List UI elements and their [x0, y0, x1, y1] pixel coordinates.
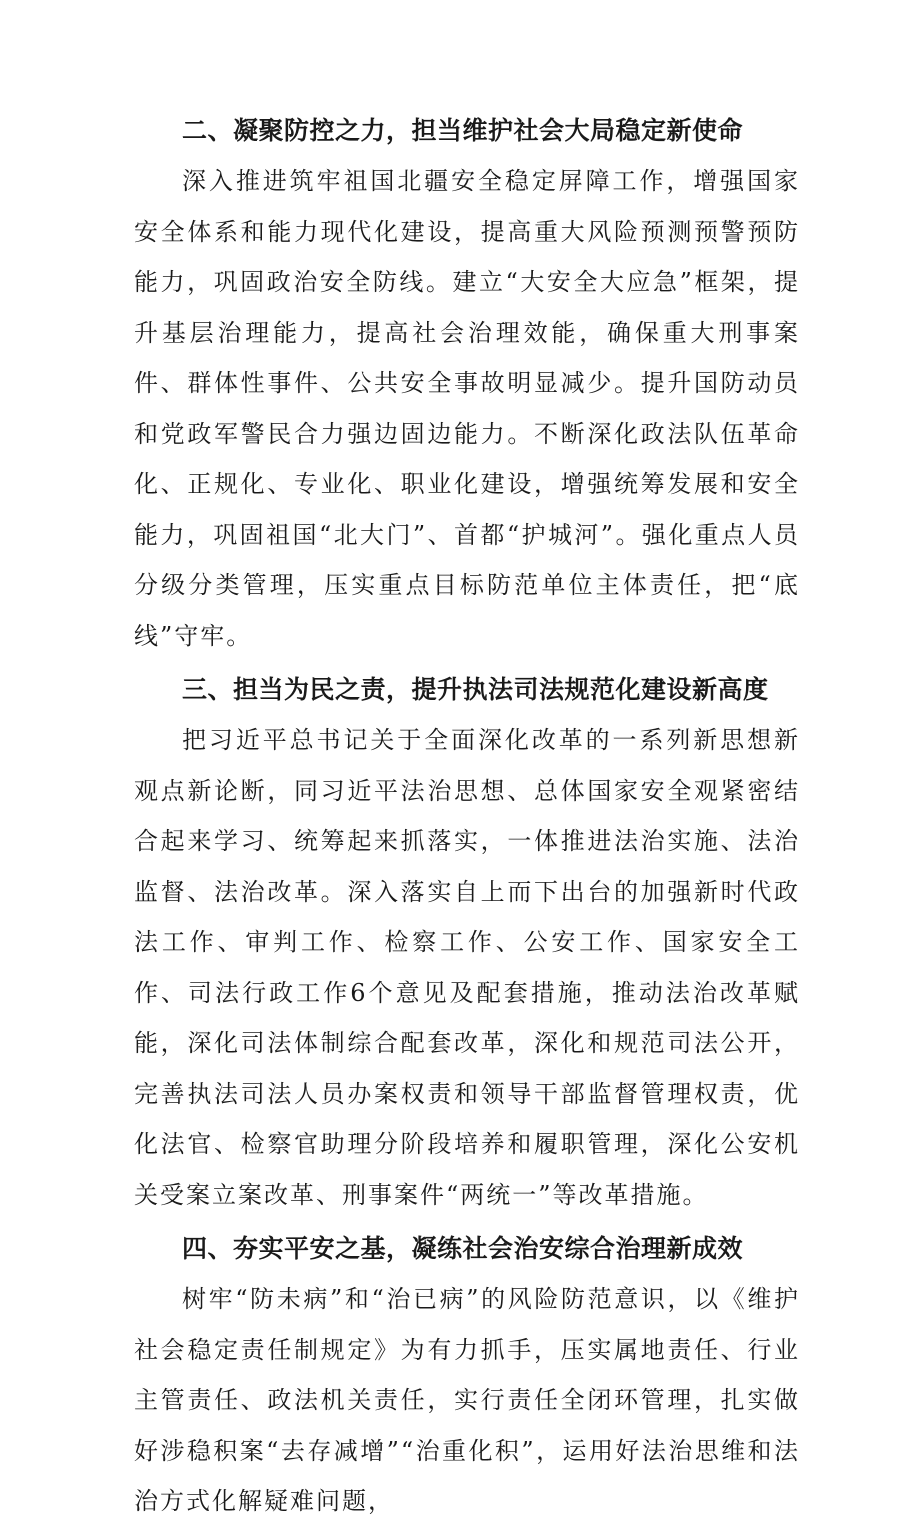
section-2-paragraph: 深入推进筑牢祖国北疆安全稳定屏障工作，增强国家安全体系和能力现代化建设，提高重大风险预测预警预防能力，巩固政治安全防线。建立“大安全大应急”框架，提升基层治理能力，提高社会治理效能，确保重大刑事案件、群体性事件、公共安全事故明显减少。提升国防动员和党政军警民合力强边固边能力。不断深化政法队伍革命化、正规化、专业化、职业化建设，增强统筹发展和安全能力，巩固祖国“北大门”、首都“护城河”。强化重点人员分级分类管理，压实重点目标防范单位主体责任，把“底线”守牢。 — [134, 167, 800, 650]
section-4-heading: 四、夯实平安之基，凝练社会治安综合治理新成效 — [182, 1234, 744, 1263]
section-4-paragraph: 树牢“防未病”和“治已病”的风险防范意识，以《维护社会稳定责任制规定》为有力抓手，压实属地责任、行业主管责任、政法机关责任，实行责任全闭环管理，扎实做好涉稳积案“去存减增”“治重化积”，运用好法治思维和法治方式化解疑难问题， — [134, 1285, 800, 1515]
section-3-heading: 三、担当为民之责，提升执法司法规范化建设新高度 — [182, 675, 769, 704]
section-3-paragraph: 把习近平总书记关于全面深化改革的一系列新思想新观点新论断，同习近平法治思想、总体国家安全观紧密结合起来学习、统筹起来抓落实，一体推进法治实施、法治监督、法治改革。深入落实自上而下出台的加强新时代政法工作、审判工作、检察工作、公安工作、国家安全工作、司法行政工作6个意见及配套措施，推动法治改革赋能，深化司法体制综合配套改革，深化和规范司法公开，完善执法司法人员办案权责和领导干部监督管理权责，优化法官、检察官助理分阶段培养和履职管理，深化公安机关受案立案改革、刑事案件“两统一”等改革措施。 — [134, 726, 800, 1209]
section-2-heading: 二、凝聚防控之力，担当维护社会大局稳定新使命 — [182, 116, 744, 145]
